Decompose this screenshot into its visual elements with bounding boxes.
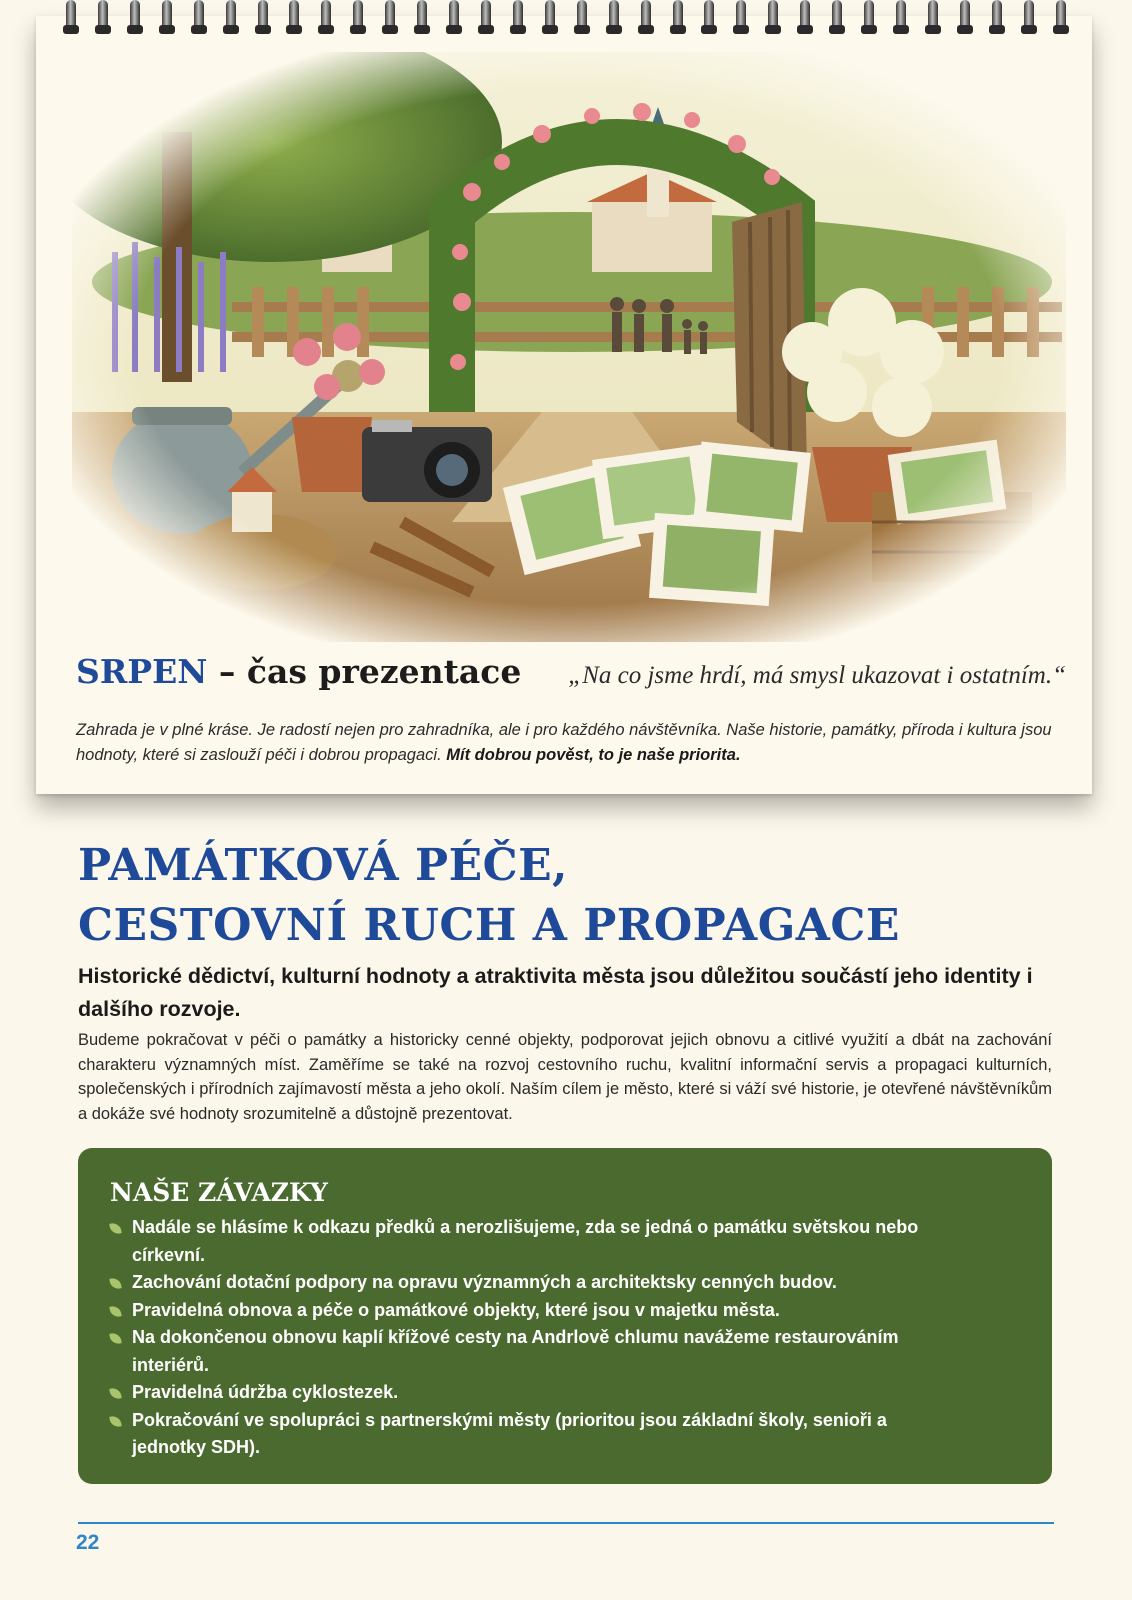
spiral-ring: [1056, 0, 1066, 32]
spiral-ring: [577, 0, 587, 32]
spiral-ring: [736, 0, 746, 32]
list-item-text: Pokračování ve spolupráci s partnerskými městy (prioritou jsou základní školy, senioři a jednotky SDH).: [132, 1409, 887, 1457]
commitments-box: [78, 1148, 1052, 1484]
commitments-title: NAŠE ZÁVAZKY: [110, 1178, 328, 1207]
footer-divider: [78, 1522, 1054, 1524]
spiral-ring: [353, 0, 363, 32]
month-description-regular: Zahrada je v plné kráse. Je radostí nejen pro zahradníka, ale i pro každého návštěvníka. Naše historie, památky, příroda i kultura jsou hodnoty, které si zaslouží péči i dobrou propagaci.: [76, 721, 1052, 764]
spiral-ring: [896, 0, 906, 32]
month-subtitle: – čas prezentace: [207, 652, 522, 691]
spiral-ring: [673, 0, 683, 32]
list-item-text: Zachování dotační podpory na opravu významných a architektsky cenných budov.: [132, 1272, 837, 1292]
spiral-ring: [641, 0, 651, 32]
spiral-binding: [66, 0, 1066, 34]
commitments-list: [110, 1214, 1020, 1462]
spiral-ring: [194, 0, 204, 32]
garden-scene-image: [72, 52, 1066, 642]
month-heading-row: [76, 652, 1066, 702]
leaf-bullet-icon: [109, 1387, 121, 1399]
spiral-ring: [130, 0, 140, 32]
section-title-line-2: CESTOVNÍ RUCH A PROPAGACE: [78, 900, 900, 951]
month-quote: „Na co jsme hrdí, má smysl ukazovat i ostatním.“: [568, 662, 1066, 689]
spiral-ring: [98, 0, 108, 32]
section-title-line-1: PAMÁTKOVÁ PÉČE,: [78, 840, 568, 891]
spiral-ring: [545, 0, 555, 32]
list-item-text: Pravidelná údržba cyklostezek.: [132, 1382, 399, 1402]
leaf-bullet-icon: [109, 1305, 121, 1317]
spiral-ring: [289, 0, 299, 32]
spiral-ring: [481, 0, 491, 32]
list-item: [110, 1297, 930, 1325]
list-item: [110, 1379, 930, 1407]
spiral-ring: [417, 0, 427, 32]
spiral-ring: [864, 0, 874, 32]
spiral-ring: [449, 0, 459, 32]
spiral-ring: [321, 0, 331, 32]
list-item: [110, 1407, 930, 1462]
leaf-bullet-icon: [109, 1277, 121, 1289]
spiral-ring: [609, 0, 619, 32]
spiral-ring: [704, 0, 714, 32]
month-description: [76, 718, 1066, 768]
section-title: [78, 836, 1058, 956]
list-item: [110, 1269, 930, 1297]
spiral-ring: [992, 0, 1002, 32]
spiral-ring: [162, 0, 172, 32]
leaf-bullet-icon: [109, 1222, 121, 1234]
spiral-ring: [1024, 0, 1034, 32]
month-description-bold: Mít dobrou pověst, to je naše priorita.: [446, 746, 741, 764]
section-body: Budeme pokračovat v péči o památky a historicky cenné objekty, podporovat jejich obnovu a citlivé využití a dbát na zachování charakteru významných míst. Zaměříme se také na rozvoj cestovního ruchu, kvalitní informační servis a propagaci kulturních, společenských i přírodních zajímavostí města a jeho okolí. Naším cílem je město, které si váží své historie, je otevřené návštěvníkům a dokáže své hodnoty srozumitelně a důstojně prezentovat.: [78, 1031, 1052, 1123]
list-item: [110, 1324, 930, 1379]
spiral-ring: [960, 0, 970, 32]
month-name: SRPEN: [76, 652, 208, 691]
spiral-ring: [258, 0, 268, 32]
page-number: 22: [76, 1531, 100, 1554]
month-title: [76, 652, 521, 691]
spiral-ring: [385, 0, 395, 32]
list-item-text: Pravidelná obnova a péče o památkové objekty, které jsou v majetku města.: [132, 1299, 780, 1320]
list-item: [110, 1214, 930, 1269]
section-lead: Historické dědictví, kulturní hodnoty a atraktivita města jsou důležitou součástí jeho identity i dalšího rozvoje.: [78, 964, 1033, 1021]
spiral-ring: [226, 0, 236, 32]
spiral-ring: [800, 0, 810, 32]
spiral-ring: [832, 0, 842, 32]
leaf-bullet-icon: [109, 1332, 121, 1344]
spiral-ring: [768, 0, 778, 32]
list-item-text: Na dokončenou obnovu kaplí křížové cesty na Andrlově chlumu navážeme restaurováním interiérů.: [132, 1327, 899, 1375]
leaf-bullet-icon: [109, 1415, 121, 1427]
list-item-text: Nadále se hlásíme k odkazu předků a nerozlišujeme, zda se jedná o památku světskou nebo církevní.: [132, 1217, 919, 1265]
spiral-ring: [928, 0, 938, 32]
spiral-ring: [513, 0, 523, 32]
spiral-ring: [66, 0, 76, 32]
garden-illustration: [72, 52, 1066, 642]
calendar-page: [36, 16, 1092, 794]
